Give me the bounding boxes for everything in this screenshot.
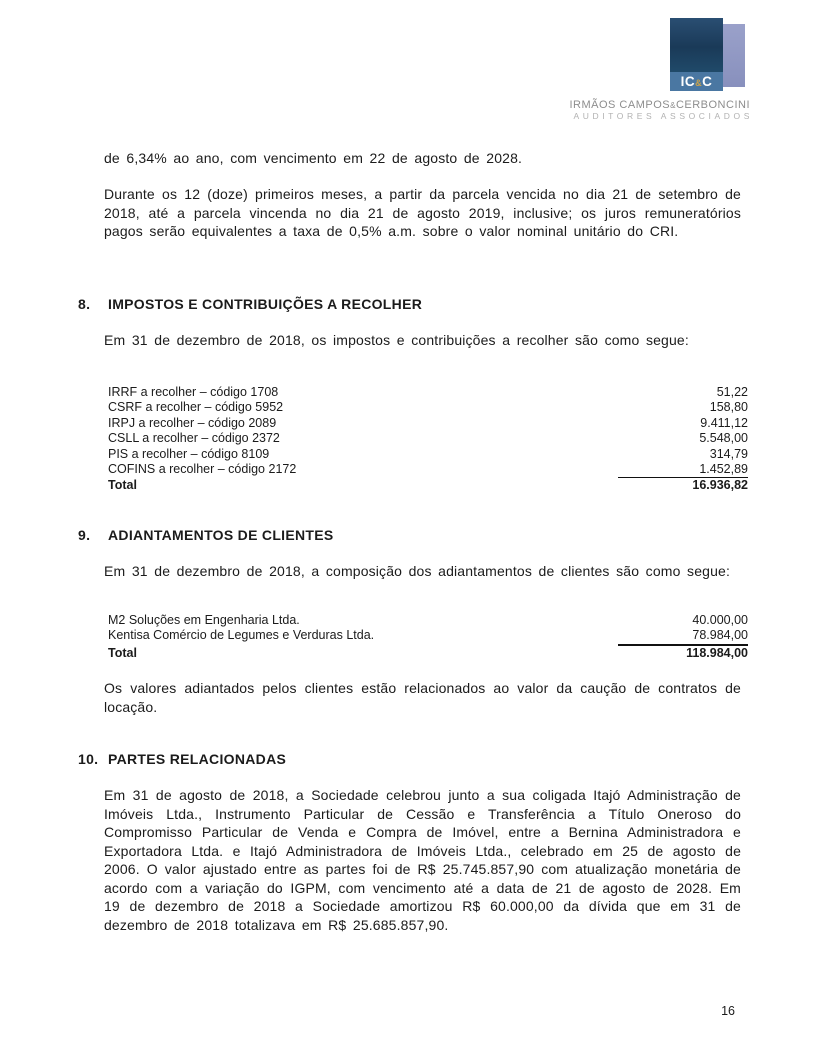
row-value: 51,22 — [716, 385, 748, 399]
section-10-body: Em 31 de agosto de 2018, a Sociedade celebrou junto a sua coligada Itajó Administração de Imóveis Ltda., Instrumento Particular de Cessão e Transferência a Título Oneroso do Compromisso Particular de Venda e Compra de Imóvel, entre a Bernina Administradora e Exportadora Ltda. e Itajó Administradora de Imóveis Ltda., celebrado em 25 de agosto de 2006. O valor ajustado entre as partes foi de R$ 25.745.857,90 com atualização monetária de acordo com a variação do IGPM, com vencimento até a data de 21 de agosto de 2028. Em 19 de dezembro de 2018 a Sociedade amortizou R$ 60.000,00 da dívida que em 31 de dezembro de 2018 totalizava em R$ 25.685.857,90. — [104, 787, 741, 933]
taxes-total-value: 16.936,82 — [692, 478, 748, 493]
taxes-total-row — [108, 478, 748, 493]
section-10-heading — [78, 751, 741, 768]
row-label: CSRF a recolher – código 5952 — [108, 400, 284, 415]
row-value: 314,79 — [709, 446, 748, 461]
table-row — [108, 628, 748, 645]
advances-total-value: 118.984,00 — [686, 645, 748, 660]
paragraph-cri-maturity: de 6,34% ao ano, com vencimento em 22 de agosto de 2028. — [104, 150, 523, 166]
section-8-intro: Em 31 de dezembro de 2018, os impostos e contribuições a recolher são como segue: — [104, 332, 689, 348]
company-name-right: CERBONCINI — [675, 99, 750, 111]
table-row — [108, 431, 748, 446]
section-10-title: PARTES RELACIONADAS — [108, 751, 287, 767]
table-row — [108, 416, 748, 431]
company-name-left: IRMÃOS CAMPOS — [569, 99, 671, 111]
advances-total-label: Total — [108, 645, 137, 660]
monogram-c: C — [702, 74, 713, 89]
row-label: Kentisa Comércio de Legumes e Verduras Ltda. — [108, 628, 375, 643]
section-9-note: Os valores adiantados pelos clientes estão relacionados ao valor da caução de contratos de locação. — [104, 680, 741, 715]
advances-table — [108, 613, 748, 661]
table-row — [108, 385, 748, 400]
row-label: IRPJ a recolher – código 2089 — [108, 415, 277, 430]
row-value: 158,80 — [709, 400, 748, 415]
row-label: CSLL a recolher – código 2372 — [108, 431, 280, 446]
row-label: IRRF a recolher – código 1708 — [108, 385, 279, 399]
table-row — [108, 462, 748, 478]
section-8-title: IMPOSTOS E CONTRIBUIÇÕES A RECOLHER — [108, 296, 423, 312]
row-value: 5.548,00 — [699, 431, 748, 446]
taxes-table — [108, 385, 748, 494]
row-label: PIS a recolher – código 8109 — [108, 446, 270, 461]
section-10-number: 10. — [78, 751, 99, 767]
advances-total-row — [108, 646, 748, 661]
monogram-ampersand: & — [695, 78, 703, 88]
company-name-ampersand: & — [670, 101, 676, 110]
row-label: M2 Soluções em Engenharia Ltda. — [108, 613, 300, 627]
page-number: 16 — [721, 1004, 735, 1018]
logo-front-panel — [670, 18, 723, 91]
monogram-ic: IC — [680, 74, 696, 89]
paragraph-cri-interest: Durante os 12 (doze) primeiros meses, a partir da parcela vencida no dia 21 de setembro de 2018, até a parcela vincenda no dia 21 de agosto 2019, inclusive; os juros remuneratórios pagos serão equivalentes a taxa de 0,5% a.m. sobre o valor nominal unitário do CRI. — [104, 186, 741, 239]
section-8-heading — [78, 296, 741, 313]
company-name — [569, 99, 750, 111]
company-logo — [670, 18, 748, 92]
logo-monogram — [670, 72, 723, 91]
section-9-intro: Em 31 de dezembro de 2018, a composição dos adiantamentos de clientes são como segue: — [104, 563, 730, 579]
row-value: 78.984,00 — [618, 628, 748, 645]
section-9-title: ADIANTAMENTOS DE CLIENTES — [108, 527, 334, 543]
taxes-total-label: Total — [108, 478, 137, 493]
table-row — [108, 400, 748, 415]
section-8-number: 8. — [78, 296, 91, 312]
advances-table-body — [108, 613, 748, 646]
section-9-heading — [78, 527, 741, 544]
company-subtitle: AUDITORES ASSOCIADOS — [573, 111, 753, 121]
row-label: COFINS a recolher – código 2172 — [108, 462, 297, 477]
taxes-table-body — [108, 385, 748, 478]
row-value: 1.452,89 — [618, 462, 748, 478]
row-value: 40.000,00 — [692, 613, 748, 627]
row-value: 9.411,12 — [700, 415, 748, 430]
table-row — [108, 613, 748, 628]
section-9-number: 9. — [78, 527, 91, 543]
table-row — [108, 447, 748, 462]
